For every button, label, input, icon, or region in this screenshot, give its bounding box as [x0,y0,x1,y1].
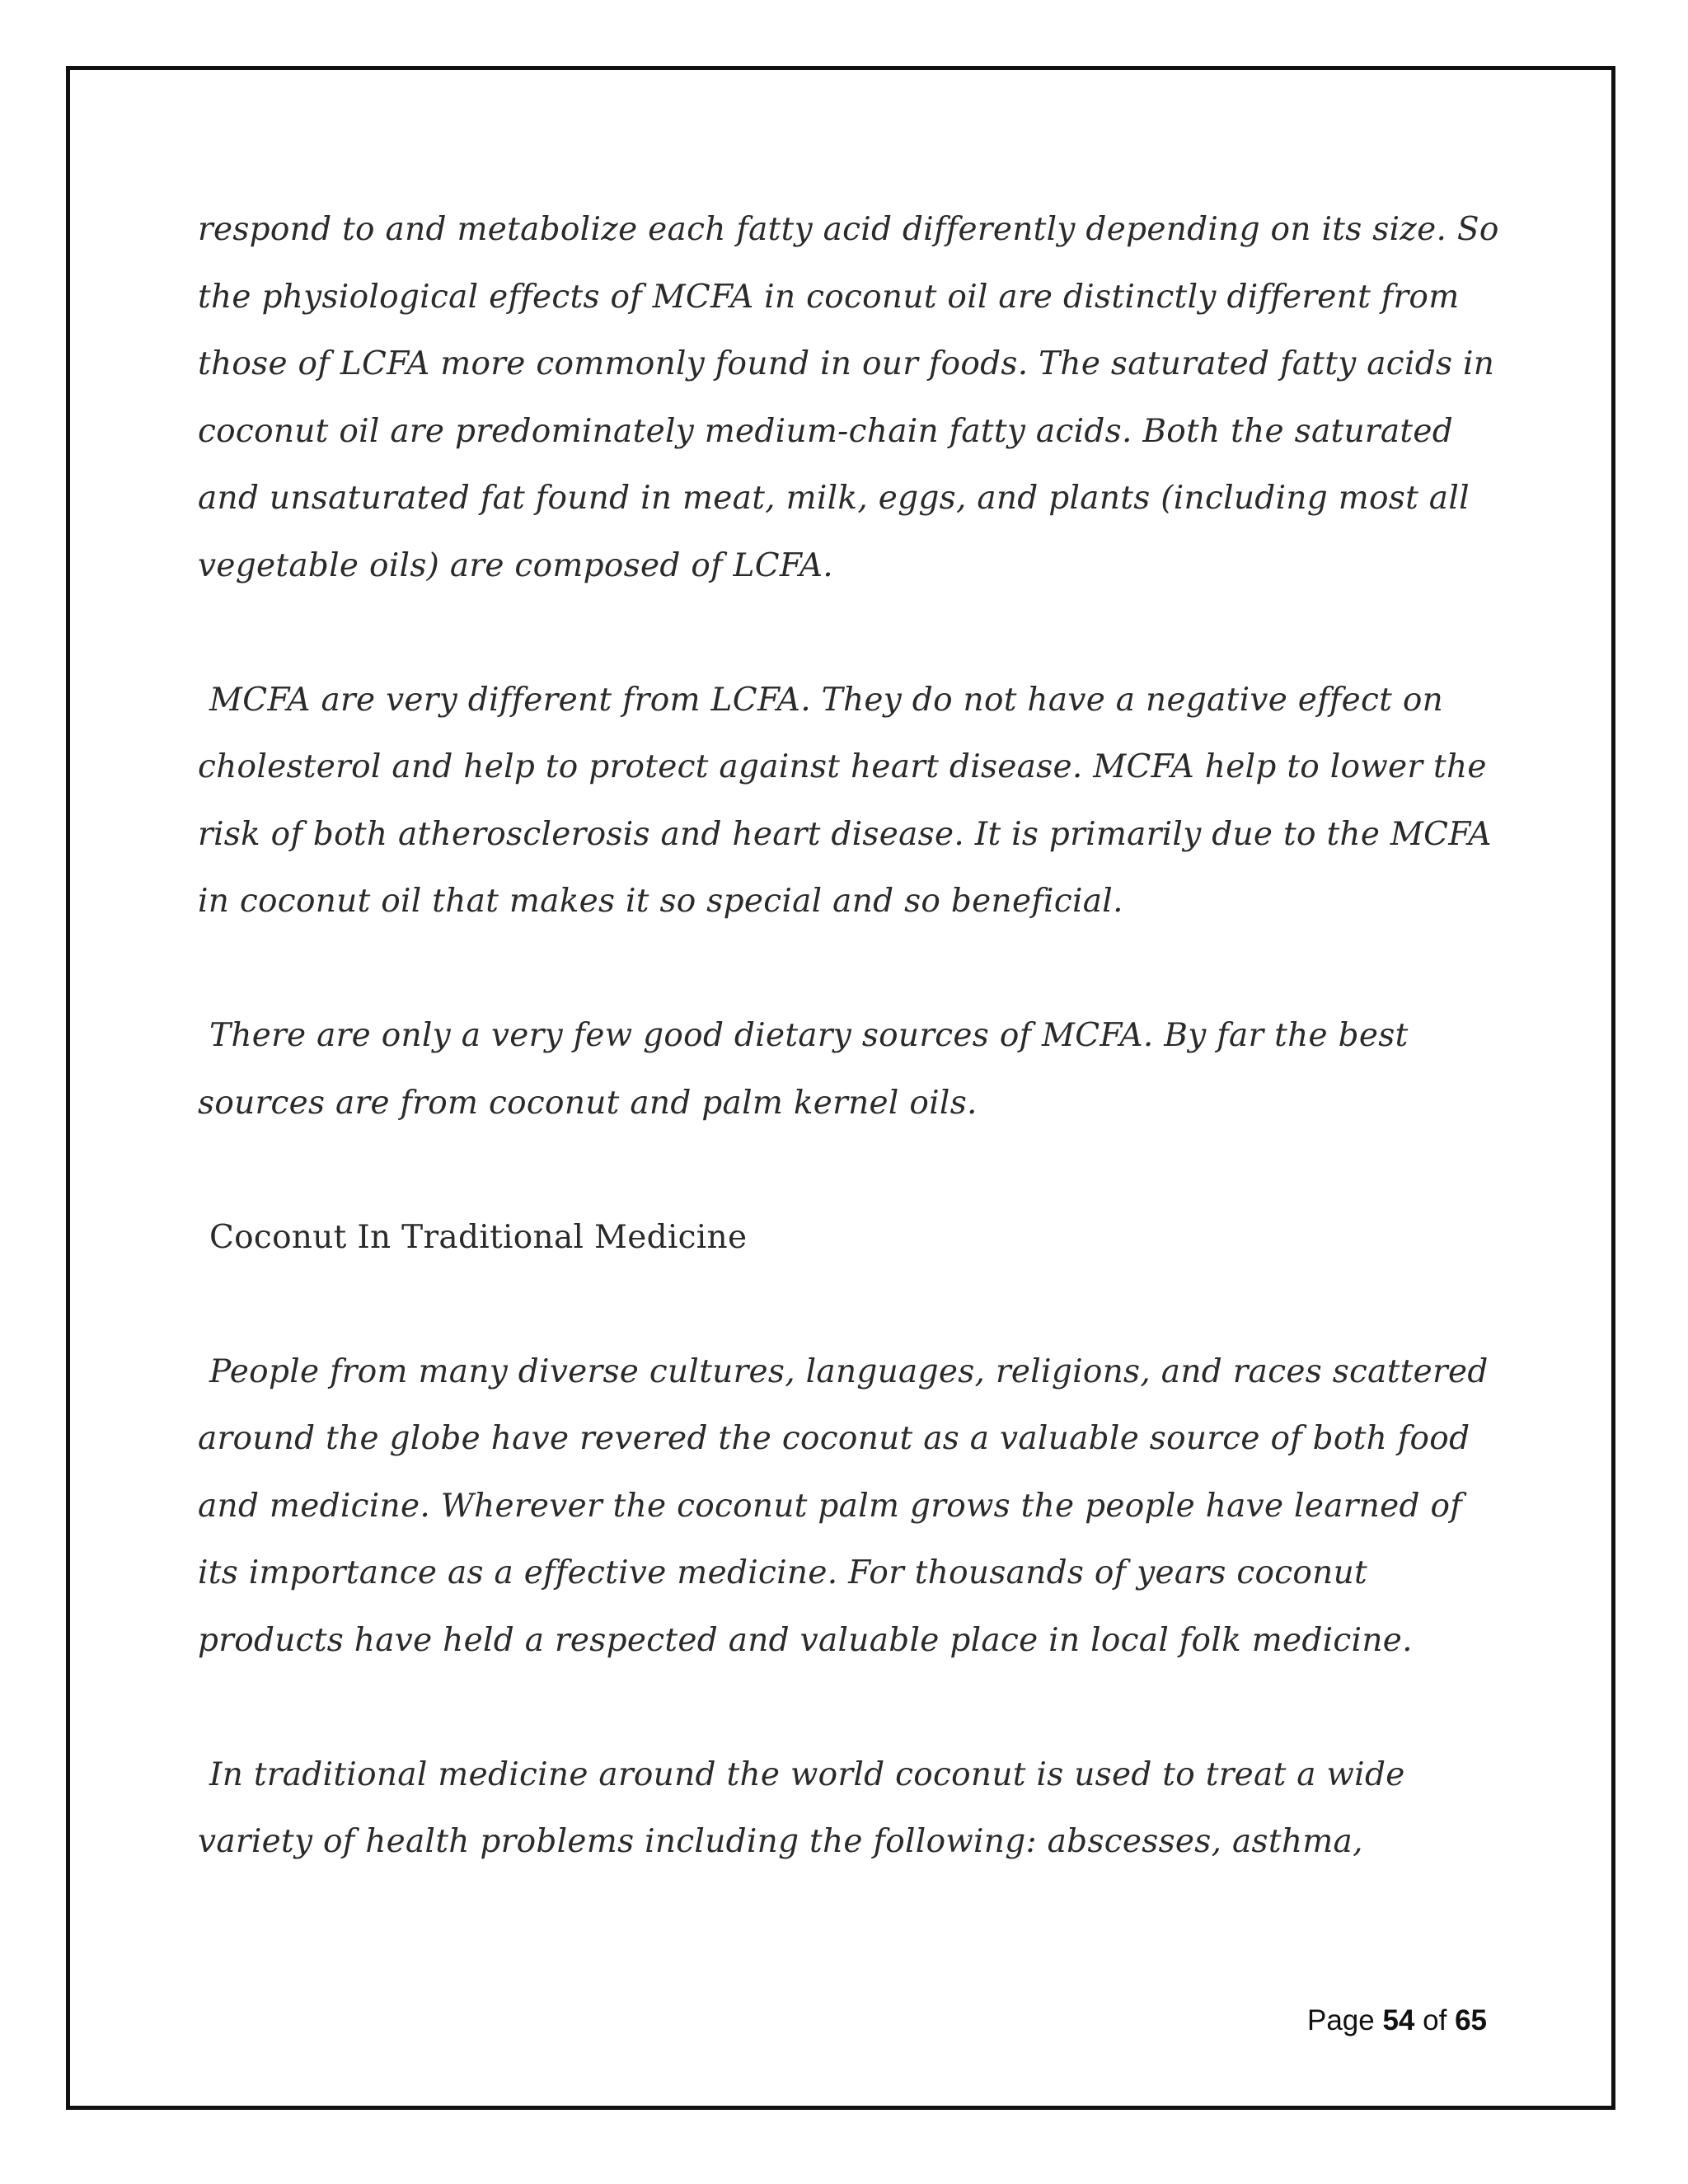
paragraph-traditional-uses: In traditional medicine around the world coconut is used to treat a wide variety of health problems including the following: abscesses, asthma, [198,1755,1405,1860]
of-label: of [1423,2004,1447,2036]
paragraph-traditional-cultures: People from many diverse cultures, languages, religions, and races scattered around the globe have revered the coconut as a valuable source of both food and medicine. Wherever the coconut palm grows the people have learned of its importance as a effective medicine. For thousands of years coconut products have held a respected and valuable place in local folk medicine. [198,1352,1489,1659]
page-number-footer [1307,2004,1487,2037]
page-label: Page [1306,2004,1375,2036]
paragraph-mcfa-sources: There are only a very few good dietary sources of MCFA. By far the best sources are from coconut and palm kernel oils. [198,1017,1409,1122]
total-pages-number: 65 [1455,2004,1487,2036]
section-heading: Coconut In Traditional Medicine [209,1218,748,1256]
current-page-number: 54 [1382,2004,1415,2036]
document-body [198,196,1508,1943]
paragraph-mcfa-metabolism: respond to and metabolize each fatty acid differently depending on its size. So the physiological effects of MCFA in coconut oil are distinctly different from those of LCFA more commonly found in our foods. The saturated fatty acids in coconut oil are predominately medium-chain fatty acids. Both the saturated and unsaturated fat found in meat, milk, eggs, and plants (including most all vegetable oils) are composed of LCFA. [198,211,1499,584]
paragraph-mcfa-vs-lcfa: MCFA are very different from LCFA. They do not have a negative effect on cholesterol and help to protect against heart disease. MCFA help to lower the risk of both atherosclerosis and heart disease. It is primarily due to the MCFA in coconut oil that makes it so special and so beneficial. [198,681,1492,920]
